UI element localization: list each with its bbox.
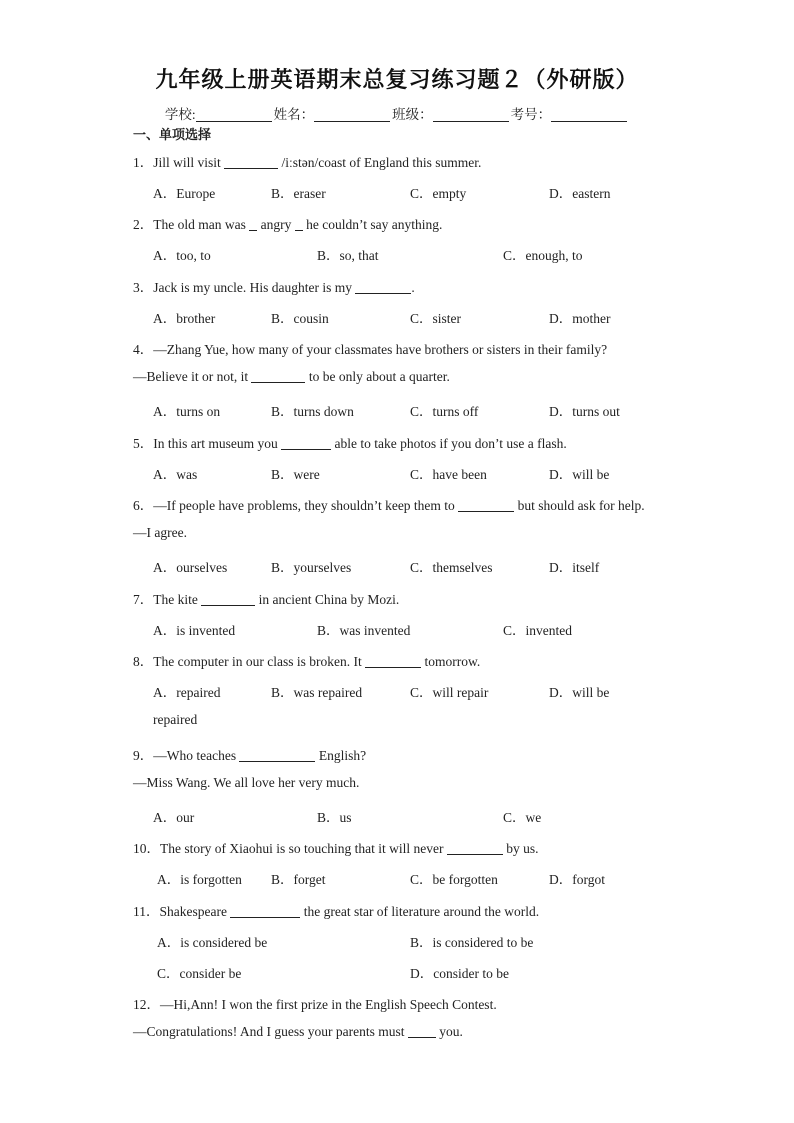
question-12: 12．—Hi,Ann! I won the first prize in the English Speech Contest. (133, 997, 497, 1012)
q10-option-c[interactable]: C．be forgotten (410, 872, 498, 887)
page-title: 九年级上册英语期末总复习练习题２（外研版） (155, 68, 639, 93)
q4-option-a[interactable]: A．turns on (153, 404, 221, 419)
class-field[interactable] (433, 107, 509, 122)
q11-option-b[interactable]: B．is considered to be (410, 935, 534, 950)
question-12-reply: —Congratulations! And I guess your parents must you. (133, 1024, 463, 1039)
question-3: 3．Jack is my uncle. His daughter is my . (133, 280, 415, 295)
q8-option-c[interactable]: C．will repair (410, 685, 489, 700)
answer-blank[interactable] (201, 593, 255, 606)
q2-option-a[interactable]: A．too, to (153, 248, 211, 263)
q8-option-a[interactable]: A．repaired (153, 685, 221, 700)
answer-blank[interactable] (251, 370, 305, 383)
q5-option-a[interactable]: A．was (153, 467, 198, 482)
q6-option-c[interactable]: C．themselves (410, 560, 493, 575)
q7-option-c[interactable]: C．invented (503, 623, 572, 638)
q2-option-b[interactable]: B．so, that (317, 248, 379, 263)
q1-option-c[interactable]: C．empty (410, 186, 467, 201)
q3-option-d[interactable]: D．mother (549, 311, 611, 326)
q8-option-d[interactable]: D．will be (549, 685, 610, 700)
question-4: 4．—Zhang Yue, how many of your classmates have brothers or sisters in their family? (133, 342, 608, 357)
q9-option-c[interactable]: C．we (503, 810, 542, 825)
question-10: 10．The story of Xiaohui is so touching that it will never by us. (133, 841, 539, 856)
class-label: 班级： (392, 107, 433, 122)
q4-option-b[interactable]: B．turns down (271, 404, 354, 419)
answer-blank[interactable] (447, 842, 503, 855)
answer-blank[interactable] (239, 749, 315, 762)
q3-option-a[interactable]: A．brother (153, 311, 216, 326)
answer-blank[interactable] (230, 905, 300, 918)
q1-option-d[interactable]: D．eastern (549, 186, 611, 201)
answer-blank[interactable] (365, 655, 421, 668)
question-9: 9．—Who teaches English? (133, 748, 367, 763)
q6-option-a[interactable]: A．ourselves (153, 560, 228, 575)
answer-blank[interactable] (458, 499, 514, 512)
school-field[interactable] (196, 107, 272, 122)
q11-option-c[interactable]: C．consider be (157, 966, 242, 981)
q10-option-a[interactable]: A．is forgotten (157, 872, 242, 887)
name-label: 姓名： (273, 107, 315, 122)
question-8: 8．The computer in our class is broken. It tomorrow. (133, 654, 481, 669)
question-2: 2．The old man was angry he couldn’t say anything. (133, 217, 443, 232)
q5-option-c[interactable]: C．have been (410, 467, 487, 482)
answer-blank[interactable] (408, 1025, 436, 1038)
q4-option-d[interactable]: D．turns out (549, 404, 620, 419)
q5-option-d[interactable]: D．will be (549, 467, 610, 482)
question-1: 1．Jill will visit /iːstən/coast of England this summer. (133, 155, 482, 170)
q10-option-d[interactable]: D．forgot (549, 872, 605, 887)
answer-blank[interactable] (281, 437, 331, 450)
question-9-reply: —Miss Wang. We all love her very much. (133, 775, 360, 790)
question-6: 6．—If people have problems, they shouldn’t keep them to but should ask for help. (133, 498, 645, 513)
answer-blank[interactable] (224, 156, 278, 169)
exam-number-label: 考号： (510, 107, 552, 122)
question-4-reply: —Believe it or not, it to be only about a quarter. (133, 369, 450, 384)
question-6-reply: —I agree. (133, 525, 187, 540)
q8-option-d-continued[interactable]: repaired (153, 712, 198, 727)
q8-option-b[interactable]: B．was repaired (271, 685, 363, 700)
name-field[interactable] (314, 107, 390, 122)
q7-option-b[interactable]: B．was invented (317, 623, 411, 638)
q9-option-a[interactable]: A．our (153, 810, 195, 825)
student-info-line (0, 103, 794, 123)
q5-option-b[interactable]: B．were (271, 467, 320, 482)
question-7: 7．The kite in ancient China by Mozi. (133, 592, 400, 607)
q3-option-c[interactable]: C．sister (410, 311, 462, 326)
q1-option-a[interactable]: A．Europe (153, 186, 216, 201)
q2-option-c[interactable]: C．enough, to (503, 248, 583, 263)
answer-blank[interactable] (295, 218, 303, 231)
school-label: 学校: (164, 107, 196, 122)
section-heading: 一、单项选择 (133, 128, 212, 143)
q3-option-b[interactable]: B．cousin (271, 311, 329, 326)
q10-option-b[interactable]: B．forget (271, 872, 326, 887)
question-5: 5．In this art museum you able to take photos if you don’t use a flash. (133, 436, 567, 451)
q4-option-c[interactable]: C．turns off (410, 404, 479, 419)
q9-option-b[interactable]: B．us (317, 810, 352, 825)
q7-option-a[interactable]: A．is invented (153, 623, 236, 638)
q6-option-d[interactable]: D．itself (549, 560, 600, 575)
answer-blank[interactable] (355, 281, 411, 294)
q1-option-b[interactable]: B．eraser (271, 186, 326, 201)
exam-number-field[interactable] (551, 107, 627, 122)
q6-option-b[interactable]: B．yourselves (271, 560, 352, 575)
question-11: 11．Shakespeare the great star of literature around the world. (133, 904, 540, 919)
q11-option-a[interactable]: A．is considered be (157, 935, 268, 950)
q11-option-d[interactable]: D．consider to be (410, 966, 509, 981)
